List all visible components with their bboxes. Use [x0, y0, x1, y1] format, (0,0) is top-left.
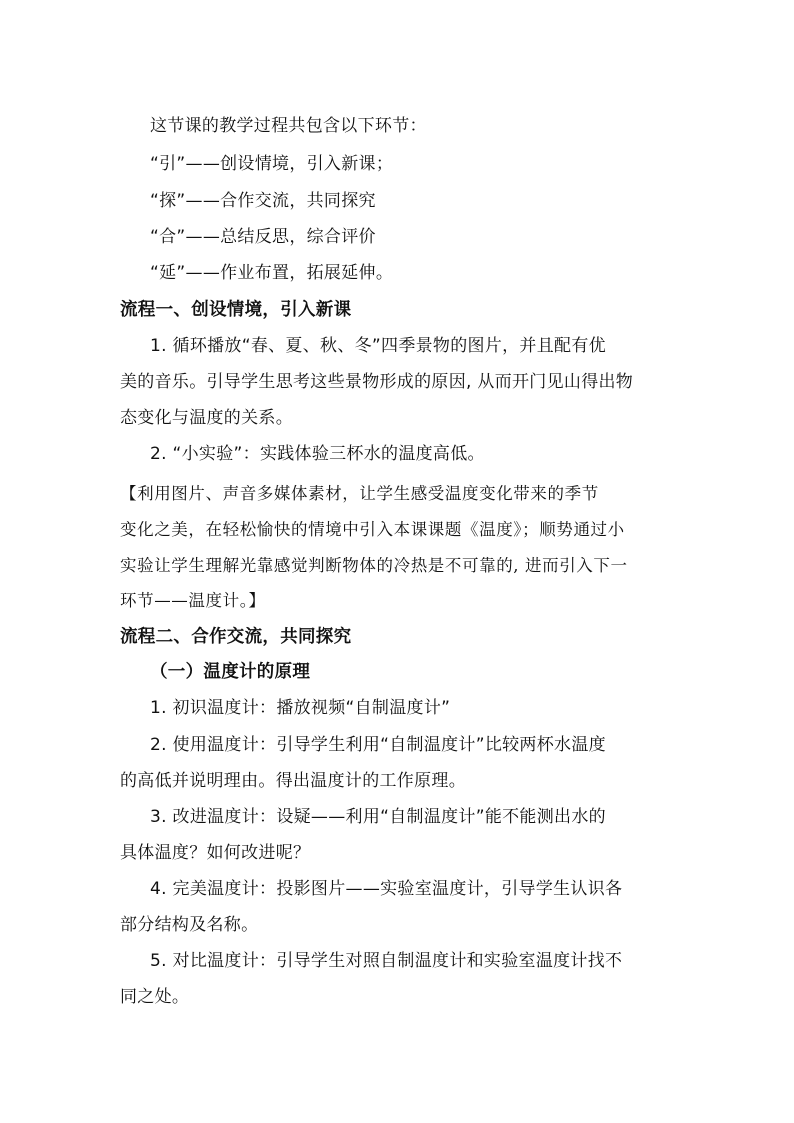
paragraph-line: 的高低并说明理由。得出温度计的工作原理。 — [120, 771, 466, 791]
note-line: 变化之美，在轻松愉快的情境中引入本课课题《温度》；顺势通过小 — [120, 520, 625, 539]
stage-line: “探”——合作交流，共同探究 — [150, 191, 376, 211]
section2-subheading: （一）温度计的原理 — [150, 662, 311, 682]
paragraph-line: 3. 改进温度计：设疑——利用“自制温度计”能不能测出水的 — [150, 807, 606, 827]
paragraph-line: 态变化与温度的关系。 — [120, 408, 293, 428]
paragraph-line: 4. 完美温度计：投影图片——实验室温度计，引导学生认识各 — [150, 879, 623, 899]
section1-heading: 流程一、创设情境，引入新课 — [120, 300, 352, 320]
paragraph-line: 2. 使用温度计：引导学生利用“自制温度计”比较两杯水温度 — [150, 735, 606, 755]
section2-heading: 流程二、合作交流，共同探究 — [120, 627, 352, 647]
paragraph-line: 1. 循环播放“春、夏、秋、冬”四季景物的图片，并且配有优 — [150, 336, 606, 356]
stage-line: “引”——创设情境，引入新课； — [150, 154, 394, 174]
paragraph-line: 具体温度？如何改进呢？ — [120, 843, 311, 863]
note-line: 环节——温度计。】 — [120, 591, 266, 610]
stage-line: “合”——总结反思，综合评价 — [150, 227, 376, 247]
paragraph-line: 1. 初识温度计：播放视频“自制温度计” — [150, 698, 451, 718]
paragraph-line: 美的音乐。引导学生思考这些景物形成的原因, 从而开门见山得出物 — [120, 372, 634, 392]
intro-text: 这节课的教学过程共包含以下环节： — [150, 116, 427, 136]
paragraph-line: 部分结构及名称。 — [120, 915, 259, 935]
paragraph-line: 2. “小实验”：实践体验三杯水的温度高低。 — [150, 444, 485, 464]
paragraph-line: 同之处。 — [120, 987, 190, 1007]
note-line: 实验让学生理解光靠感觉判断物体的冷热是不可靠的, 进而引入下一 — [120, 556, 628, 575]
note-line: 【利用图片、声音多媒体素材，让学生感受温度变化带来的季节 — [120, 484, 599, 503]
paragraph-line: 5. 对比温度计：引导学生对照自制温度计和实验室温度计找不 — [150, 951, 623, 971]
stage-line: “延”——作业布置，拓展延伸。 — [150, 263, 394, 283]
